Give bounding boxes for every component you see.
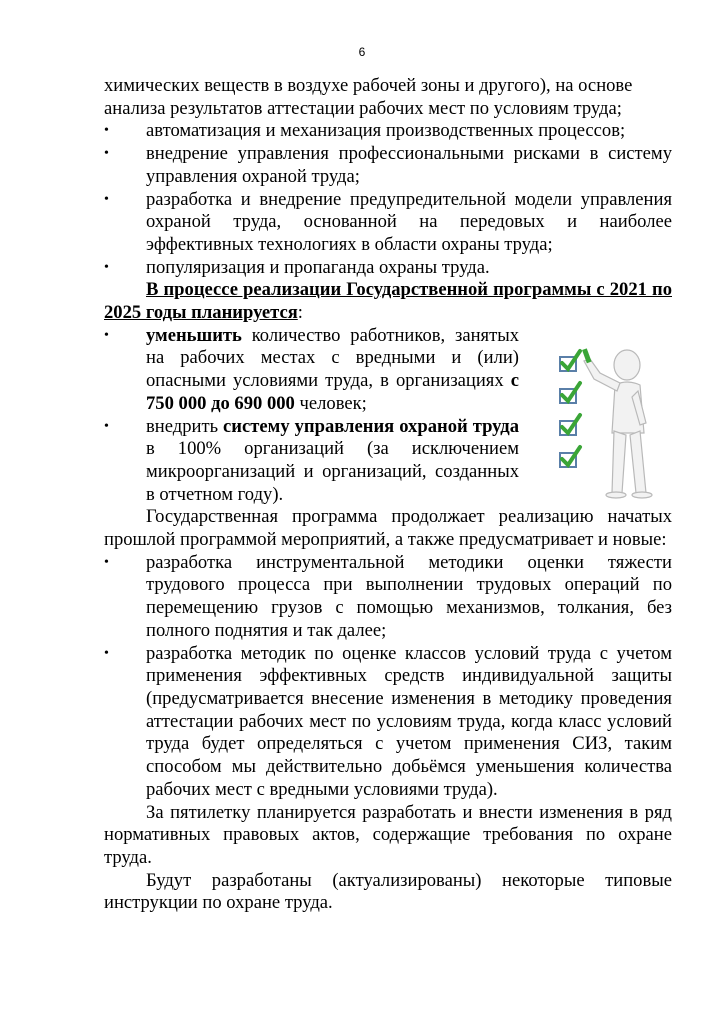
list-item: [104, 552, 672, 643]
list-item: [104, 120, 672, 143]
implement-text-a: внедрить: [146, 415, 224, 437]
list-item-text: популяризация и пропаганда охраны труда.: [146, 256, 490, 278]
intro-paragraph: [104, 75, 672, 120]
reduce-range: с 750 000 до 690 000: [146, 370, 519, 414]
bullet-icon: •: [104, 123, 109, 139]
checkbox-icon: [560, 383, 580, 403]
intro-line-2: анализа результатов аттестации рабочих мест по условиям труда;: [104, 97, 622, 119]
list-item: [104, 325, 519, 416]
list-item: [104, 143, 672, 188]
plan-heading-tail: :: [297, 302, 303, 324]
page-number: 6: [358, 45, 366, 59]
bullet-icon: •: [104, 146, 109, 162]
bullet-icon: •: [104, 418, 109, 434]
list-item-text: [146, 325, 519, 416]
implement-bold: систему управления охраной труда: [223, 415, 519, 437]
bullet-icon: •: [104, 327, 109, 343]
list-item: [104, 257, 672, 280]
bullet-icon: •: [104, 191, 109, 207]
page-content: [104, 75, 672, 915]
list-item-text: внедрение управления профессиональными рисками в систему управления охраной труда;: [146, 143, 672, 187]
list-item-text: автоматизация и механизация производственных процессов;: [146, 120, 626, 142]
bullet-icon: •: [104, 259, 109, 275]
person-icon: [584, 350, 652, 498]
reduce-text-a: количество работников, занятых на рабочих местах с вредными и (или) опасными условиями труда, в организациях: [146, 324, 519, 392]
plan-section: [104, 325, 672, 507]
bullet-icon: •: [104, 554, 109, 570]
checkbox-icon: [560, 447, 580, 467]
list-item-text: разработка инструментальной методики оценки тяжести трудового процесса при выполнении трудовых операций по перемещению грузов с помощью механизмов, толкания, без полного поднятия и так далее;: [146, 551, 672, 641]
list-item-text: разработка и внедрение предупредительной модели управления охраной труда, основанной на передовых и наиболее эффективных технологиях в области охраны труда;: [146, 188, 672, 255]
checkbox-icon: [560, 415, 580, 435]
person-checklist-icon: [532, 335, 672, 505]
plan-heading: [104, 279, 672, 324]
checkbox-icon: [560, 351, 580, 371]
list-item: [104, 416, 519, 507]
plan-heading-bold: В процессе реализации Государственной программы с 2021 по 2025 годы планируется: [104, 279, 672, 324]
implement-text-b: в 100% организаций (за исключением микроорганизаций и организаций, созданных в отчетном году).: [146, 438, 519, 505]
list-item-text: [146, 416, 519, 507]
list-item: [104, 643, 672, 802]
five-year-paragraph: За пятилетку планируется разработать и внести изменения в ряд нормативных правовых актов, содержащие требования по охране труда.: [104, 801, 672, 868]
intro-line-1: химических веществ в воздухе рабочей зоны и другого), на основе: [104, 75, 633, 96]
list-item-text: разработка методик по оценке классов условий труда с учетом применения эффективных средств индивидуальной защиты (предусматривается внесение изменения в методику проведения аттестации рабочих мест по условиям труда, когда класс условий труда будет определяться с учетом применения СИЗ, таким способом мы действительно добьёмся уменьшения количества рабочих мест с вредными условиями труда).: [146, 642, 672, 800]
reduce-lead: уменьшить: [146, 324, 242, 346]
list-item: [104, 189, 672, 257]
program-paragraph: Государственная программа продолжает реализацию начатых прошлой программой мероприятий, а также предусматривает и новые:: [104, 506, 672, 551]
reduce-text-b: человек;: [294, 392, 367, 414]
instructions-paragraph: Будут разработаны (актуализированы) некоторые типовые инструкции по охране труда.: [104, 869, 672, 914]
plan-list: [104, 325, 519, 507]
bullet-icon: •: [104, 645, 109, 661]
